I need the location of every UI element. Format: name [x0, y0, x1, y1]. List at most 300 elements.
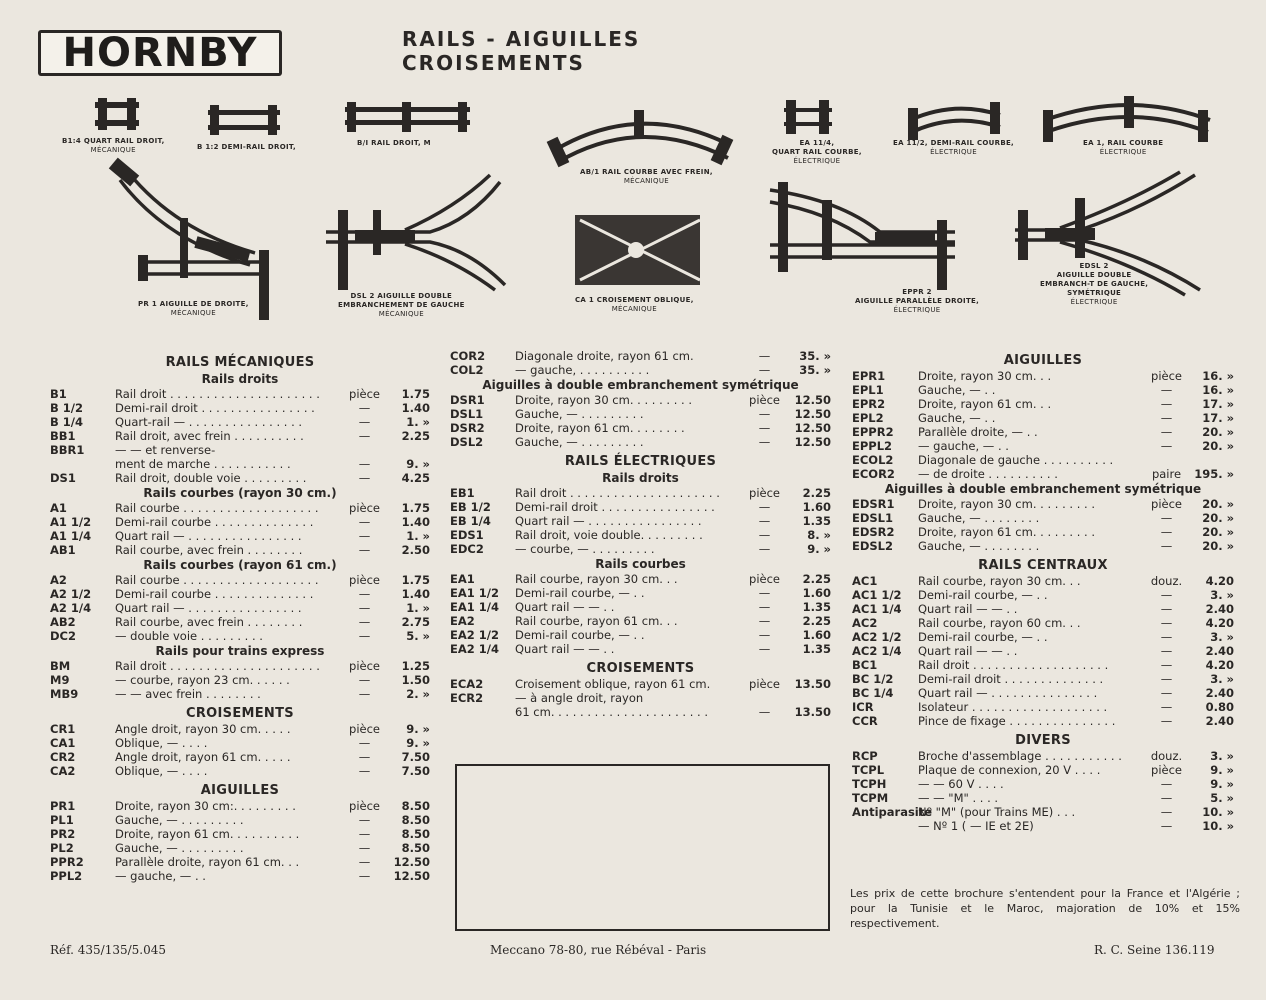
item-unit: —: [1160, 602, 1173, 616]
item-unit: —: [358, 750, 371, 764]
item-unit: —: [1160, 539, 1173, 553]
price-row: [852, 497, 1234, 511]
price-row: [450, 542, 831, 556]
item-price: 1.35: [802, 642, 831, 656]
item-description: Rail courbe, rayon 30 cm. . .: [918, 574, 1081, 588]
item-description: Rail courbe . . . . . . . . . . . . . . . . . . .: [115, 501, 319, 515]
item-unit: —: [358, 515, 371, 529]
price-column-1: [50, 350, 430, 883]
subsection-heading: Aiguilles à double embranchement symétrique: [884, 482, 1202, 496]
item-description: Rail droit . . . . . . . . . . . . . . . . . . . . .: [515, 486, 720, 500]
price-row: [852, 588, 1234, 602]
item-price: 1.60: [802, 500, 831, 514]
track-dsl2-sleepers: [338, 210, 415, 290]
item-code: BB1: [50, 429, 76, 443]
item-code: EPPR2: [852, 425, 894, 439]
item-description: Quart rail — — . .: [918, 644, 1018, 658]
item-code: ECA2: [450, 677, 484, 691]
item-description: ment de marche . . . . . . . . . . .: [115, 457, 291, 471]
track-b14-illustration: [95, 98, 139, 130]
item-code: EA1: [450, 572, 475, 586]
item-price: 16. »: [1202, 369, 1234, 383]
caption-dsl2: DSL 2 AIGUILLE DOUBLE EMBRANCHEMENT DE GAUCHE MÉCANIQUE: [338, 292, 465, 318]
item-code: EPR2: [852, 397, 886, 411]
item-price: 2.50: [401, 543, 430, 557]
item-code: BC 1/4: [852, 686, 894, 700]
item-price: 20. »: [1202, 425, 1234, 439]
item-description: Quart-rail — . . . . . . . . . . . . . . . .: [115, 415, 303, 429]
item-description: Rail droit . . . . . . . . . . . . . . . . . . . . .: [115, 387, 320, 401]
item-description: Gauche, — . .: [918, 411, 996, 425]
item-price: 1.40: [401, 587, 430, 601]
item-unit: —: [1160, 439, 1173, 453]
item-description: Angle droit, rayon 30 cm. . . . .: [115, 722, 291, 736]
price-row: [852, 411, 1234, 425]
item-unit: —: [758, 600, 771, 614]
item-code: ECOR2: [852, 467, 895, 481]
item-code: DC2: [50, 629, 76, 643]
item-description: Droite, rayon 30 cm. . . . . . . . .: [918, 497, 1095, 511]
section-heading: CROISEMENTS: [586, 661, 695, 676]
price-row: [50, 736, 430, 750]
item-unit: —: [758, 514, 771, 528]
footer-address: Meccano 78-80, rue Rébéval - Paris: [490, 943, 707, 957]
caption-b14: B1:4 QUART RAIL DROIT, MÉCANIQUE: [62, 137, 165, 154]
price-column-2: [450, 349, 831, 719]
item-price: 2.25: [802, 486, 831, 500]
price-row: [50, 827, 430, 841]
item-description: Nº "M" (pour Trains ME) . . .: [918, 805, 1076, 819]
item-price: 16. »: [1202, 383, 1234, 397]
price-row: [852, 539, 1234, 553]
track-dsl2-illustration: [326, 175, 505, 290]
price-row: [50, 401, 430, 415]
item-unit: —: [1160, 616, 1173, 630]
item-code: AB1: [50, 543, 76, 557]
item-code: EDSR1: [852, 497, 895, 511]
item-code: EB 1/2: [450, 500, 491, 514]
section-heading: RAILS CENTRAUX: [978, 558, 1108, 573]
item-unit: —: [758, 614, 771, 628]
item-description: Rail courbe, avec frein . . . . . . . .: [115, 615, 303, 629]
item-description: Gauche, — . . . . . . . . .: [515, 407, 644, 421]
price-row: [852, 791, 1234, 805]
item-code: RCP: [852, 749, 878, 763]
item-price: 1.75: [401, 573, 430, 587]
caption-pr1: PR 1 AIGUILLE DE DROITE, MÉCANIQUE: [138, 300, 249, 317]
track-b12-illustration: [208, 105, 280, 135]
item-unit: —: [358, 813, 371, 827]
item-code: CA1: [50, 736, 76, 750]
price-row: [450, 586, 831, 600]
item-description: Demi-rail courbe, — . .: [515, 628, 645, 642]
item-unit: —: [1160, 700, 1173, 714]
price-row: [50, 501, 430, 515]
item-description: — — et renverse-: [115, 443, 216, 457]
item-code: AC1 1/4: [852, 602, 902, 616]
item-price: 4.20: [1205, 658, 1234, 672]
item-price: 9. »: [406, 722, 430, 736]
item-code: AC1: [852, 574, 878, 588]
price-row: [852, 700, 1234, 714]
caption-ca1: CA 1 CROISEMENT OBLIQUE, MÉCANIQUE: [575, 296, 694, 313]
caption-ab1: AB/1 RAIL COURBE AVEC FREIN, MÉCANIQUE: [580, 168, 713, 185]
item-unit: pièce: [1151, 497, 1182, 511]
item-code: EB 1/4: [450, 514, 491, 528]
item-price: 20. »: [1202, 511, 1234, 525]
item-price: 13.50: [794, 677, 831, 691]
price-row: [450, 614, 831, 628]
item-code: TCPH: [852, 777, 887, 791]
item-code: ECR2: [450, 691, 484, 705]
price-row: [450, 528, 831, 542]
item-code: CCR: [852, 714, 878, 728]
item-unit: —: [1160, 777, 1173, 791]
track-eppr2-illustration: [770, 190, 955, 257]
item-unit: —: [1160, 511, 1173, 525]
item-description: Pince de fixage . . . . . . . . . . . . . . .: [918, 714, 1116, 728]
item-description: Gauche, — . . . . . . . . .: [515, 435, 644, 449]
price-row: [852, 439, 1234, 453]
item-description: Gauche, — . . . . . . . . .: [115, 813, 244, 827]
item-code: TCPL: [852, 763, 885, 777]
item-unit: pièce: [1151, 369, 1182, 383]
price-row: [852, 397, 1234, 411]
item-code: EB1: [450, 486, 475, 500]
item-unit: —: [358, 764, 371, 778]
item-price: 2.40: [1205, 602, 1234, 616]
price-row: [50, 471, 430, 485]
item-price: 2.25: [802, 572, 831, 586]
item-price: 2.40: [1205, 714, 1234, 728]
item-description: Quart rail — — . .: [515, 600, 615, 614]
item-price: 2.25: [802, 614, 831, 628]
item-unit: —: [1160, 397, 1173, 411]
item-price: 8.50: [401, 799, 430, 813]
item-unit: —: [358, 687, 371, 701]
item-price: 12.50: [794, 393, 831, 407]
item-code: PR2: [50, 827, 76, 841]
item-description: Oblique, — . . . .: [115, 736, 208, 750]
item-unit: —: [358, 401, 371, 415]
item-unit: —: [758, 528, 771, 542]
item-description: Parallèle droite, — . .: [918, 425, 1038, 439]
item-price: 4.25: [401, 471, 430, 485]
item-unit: —: [758, 500, 771, 514]
item-code: EDSL1: [852, 511, 894, 525]
item-description: Diagonale droite, rayon 61 cm.: [515, 349, 694, 363]
item-price: 2.75: [401, 615, 430, 629]
item-code: EA2: [450, 614, 475, 628]
item-description: Angle droit, rayon 61 cm. . . . .: [115, 750, 291, 764]
item-unit: —: [758, 586, 771, 600]
item-unit: —: [758, 542, 771, 556]
item-price: 2. »: [406, 687, 430, 701]
item-description: Quart rail — . . . . . . . . . . . . . . . .: [115, 601, 302, 615]
item-price: 195. »: [1194, 467, 1234, 481]
price-row: [852, 763, 1234, 777]
item-unit: pièce: [1151, 763, 1182, 777]
item-unit: —: [1160, 686, 1173, 700]
item-description: Gauche, — . . . . . . . .: [918, 539, 1040, 553]
caption-ea1: EA 1, RAIL COURBE ÉLECTRIQUE: [1083, 139, 1164, 156]
item-unit: —: [1160, 819, 1173, 833]
price-row: [450, 421, 831, 435]
item-description: Plaque de connexion, 20 V . . . .: [918, 763, 1101, 777]
item-description: Rail droit, voie double. . . . . . . . .: [515, 528, 703, 542]
item-code: PPR2: [50, 855, 84, 869]
item-code: A1 1/4: [50, 529, 92, 543]
hornby-logo: [38, 30, 282, 76]
item-unit: —: [358, 736, 371, 750]
item-description: Rail droit, double voie . . . . . . . . .: [115, 471, 307, 485]
item-description: — gauche, . . . . . . . . . .: [515, 363, 650, 377]
caption-ea12: EA 11/2, DEMI-RAIL COURBE, ÉLECTRIQUE: [893, 139, 1015, 156]
item-description: — gauche, — . .: [918, 439, 1009, 453]
price-row: [50, 764, 430, 778]
item-code: BC1: [852, 658, 878, 672]
caption-ea14: EA 11/4, QUART RAIL COURBE, ÉLECTRIQUE: [772, 139, 862, 165]
item-price: 7.50: [401, 764, 430, 778]
caption-eppr2: EPPR 2 AIGUILLE PARALLÈLE DROITE, ÉLECTRIQUE: [855, 288, 980, 314]
item-code: AC2: [852, 616, 878, 630]
price-row: [450, 435, 831, 449]
item-price: 12.50: [393, 855, 430, 869]
item-description: Diagonale de gauche . . . . . . . . . .: [918, 453, 1114, 467]
price-row: [852, 644, 1234, 658]
item-unit: —: [1160, 525, 1173, 539]
item-unit: —: [1160, 411, 1173, 425]
track-ea1-sleepers: [1043, 96, 1208, 142]
item-price: 8. »: [807, 528, 831, 542]
title-line-2: CROISEMENTS: [402, 51, 585, 75]
item-unit: —: [358, 673, 371, 687]
caption-edsl2: EDSL 2 AIGUILLE DOUBLE EMBRANCH-T DE GAUCHE, SYMÉTRIQUE ÉLECTRIQUE: [1040, 262, 1149, 306]
subsection-heading: Rails droits: [201, 372, 279, 386]
item-description: — courbe, rayon 23 cm. . . . . .: [115, 673, 290, 687]
item-code: AB2: [50, 615, 76, 629]
item-price: 1. »: [406, 529, 430, 543]
item-price: 1.50: [401, 673, 430, 687]
item-description: Demi-rail droit . . . . . . . . . . . . . . . .: [515, 500, 715, 514]
item-code: A2: [50, 573, 67, 587]
caption-b12: B 1:2 DEMI-RAIL DROIT,: [197, 143, 296, 151]
item-code: M9: [50, 673, 70, 687]
item-price: 9. »: [406, 457, 430, 471]
price-row: [450, 393, 831, 407]
item-price: 9. »: [807, 542, 831, 556]
item-description: Demi-rail courbe, — . .: [918, 588, 1048, 602]
price-row: [852, 672, 1234, 686]
item-unit: —: [358, 869, 371, 883]
item-unit: douz.: [1150, 749, 1183, 763]
item-code: EA2 1/2: [450, 628, 499, 642]
item-code: EPL1: [852, 383, 884, 397]
item-description: Demi-rail courbe, — . .: [918, 630, 1048, 644]
item-unit: —: [1160, 714, 1173, 728]
item-description: Gauche, — . . . . . . . .: [918, 511, 1040, 525]
item-code: COR2: [450, 349, 486, 363]
item-code: EPR1: [852, 369, 886, 383]
footer-rc: R. C. Seine 136.119: [1094, 943, 1215, 957]
item-price: 10. »: [1202, 819, 1234, 833]
price-row: [852, 525, 1234, 539]
price-row: [852, 369, 1234, 383]
item-description: Oblique, — . . . .: [115, 764, 208, 778]
track-ea12-illustration: [910, 109, 1000, 132]
item-unit: pièce: [349, 387, 380, 401]
item-price: 35. »: [799, 363, 831, 377]
price-row: [450, 691, 831, 705]
item-code: AC2 1/4: [852, 644, 902, 658]
item-price: 1.40: [401, 515, 430, 529]
item-code: Antiparasite: [852, 805, 933, 819]
price-row: [852, 630, 1234, 644]
caption-b1: B/I RAIL DROIT, M: [357, 139, 431, 147]
item-price: 3. »: [1210, 749, 1234, 763]
item-price: 9. »: [406, 736, 430, 750]
section-heading: DIVERS: [1015, 733, 1071, 748]
item-description: Rail courbe . . . . . . . . . . . . . . . . . . .: [115, 573, 319, 587]
item-price: 20. »: [1202, 497, 1234, 511]
item-price: 12.50: [794, 421, 831, 435]
section-heading: CROISEMENTS: [186, 706, 294, 721]
item-code: MB9: [50, 687, 79, 701]
price-row: [450, 677, 831, 691]
price-row: [852, 777, 1234, 791]
item-description: Quart rail — . . . . . . . . . . . . . . .: [918, 686, 1098, 700]
price-row: [450, 407, 831, 421]
item-description: Droite, rayon 61 cm. . . . . . . . .: [918, 525, 1095, 539]
item-price: 1.60: [802, 586, 831, 600]
item-unit: —: [758, 628, 771, 642]
item-price: 20. »: [1202, 525, 1234, 539]
item-unit: douz.: [1150, 574, 1183, 588]
price-row: [450, 572, 831, 586]
item-unit: —: [1160, 588, 1173, 602]
item-description: — gauche, — . .: [115, 869, 206, 883]
item-description: Rail droit . . . . . . . . . . . . . . . . . . .: [918, 658, 1109, 672]
item-description: Rail droit . . . . . . . . . . . . . . . . . . . . .: [115, 659, 320, 673]
price-row: [50, 573, 430, 587]
item-unit: —: [358, 601, 371, 615]
item-unit: —: [1160, 672, 1173, 686]
item-price: 0.80: [1205, 700, 1234, 714]
price-row: [50, 529, 430, 543]
price-row: [450, 642, 831, 656]
item-price: 2.40: [1205, 686, 1234, 700]
subsection-heading: Rails pour trains express: [155, 644, 325, 658]
item-code: B 1/2: [50, 401, 83, 415]
item-unit: —: [358, 457, 371, 471]
price-row: [852, 602, 1234, 616]
item-code: DSL1: [450, 407, 484, 421]
item-price: 12.50: [794, 435, 831, 449]
item-unit: pièce: [349, 659, 380, 673]
item-description: Gauche, — . . . . . . . . .: [115, 841, 244, 855]
item-unit: —: [1160, 805, 1173, 819]
price-row: [450, 349, 831, 363]
item-description: Demi-rail courbe, — . .: [515, 586, 645, 600]
item-price: 13.50: [794, 705, 831, 719]
item-unit: —: [358, 855, 371, 869]
subsection-heading: Rails courbes: [595, 557, 686, 571]
price-row: [50, 615, 430, 629]
price-row: [450, 363, 831, 377]
price-row: [50, 813, 430, 827]
item-price: 1.75: [401, 501, 430, 515]
item-unit: —: [1160, 383, 1173, 397]
item-code: EDC2: [450, 542, 484, 556]
item-description: Droite, rayon 61 cm. . . . . . . . . .: [115, 827, 300, 841]
item-code: B 1/4: [50, 415, 83, 429]
item-price: 1.75: [401, 387, 430, 401]
price-row: [50, 601, 430, 615]
price-row: [450, 486, 831, 500]
item-code: B1: [50, 387, 67, 401]
item-description: Rail courbe, rayon 30 cm. . .: [515, 572, 678, 586]
item-code: ECOL2: [852, 453, 894, 467]
item-unit: paire: [1151, 467, 1182, 481]
subsection-heading: Rails droits: [602, 471, 679, 485]
item-unit: —: [358, 827, 371, 841]
price-row: [50, 387, 430, 401]
item-code: COL2: [450, 363, 484, 377]
item-description: Rail droit, avec frein . . . . . . . . . .: [115, 429, 304, 443]
item-price: 8.50: [401, 813, 430, 827]
item-unit: —: [758, 363, 771, 377]
item-code: DSR1: [450, 393, 485, 407]
item-unit: pièce: [749, 677, 780, 691]
price-row: [852, 658, 1234, 672]
item-unit: —: [1160, 658, 1173, 672]
item-description: — de droite . . . . . . . . . .: [918, 467, 1058, 481]
price-row: [852, 616, 1234, 630]
price-row: [852, 425, 1234, 439]
item-code: A2 1/2: [50, 587, 92, 601]
price-row: [852, 574, 1234, 588]
item-description: Gauche, — . .: [918, 383, 996, 397]
item-code: DS1: [50, 471, 76, 485]
price-row: [50, 687, 430, 701]
item-unit: —: [358, 587, 371, 601]
item-description: Rail courbe, rayon 60 cm. . .: [918, 616, 1081, 630]
price-row: [50, 869, 430, 883]
subsection-heading: Rails courbes (rayon 30 cm.): [143, 486, 337, 500]
item-description: — — 60 V . . . .: [918, 777, 1004, 791]
item-price: 4.20: [1205, 616, 1234, 630]
item-code: EA2 1/4: [450, 642, 499, 656]
price-column-3: [852, 348, 1234, 833]
item-price: 20. »: [1202, 439, 1234, 453]
item-description: Demi-rail courbe . . . . . . . . . . . . . .: [115, 515, 314, 529]
item-code: BM: [50, 659, 71, 673]
price-row: [852, 511, 1234, 525]
item-unit: —: [758, 642, 771, 656]
item-unit: pièce: [749, 486, 780, 500]
item-price: 4.20: [1205, 574, 1234, 588]
item-description: Droite, rayon 61 cm. . . . . . . .: [515, 421, 685, 435]
item-unit: —: [358, 543, 371, 557]
footer-reference: Réf. 435/135/5.045: [50, 943, 167, 957]
item-unit: —: [1160, 630, 1173, 644]
item-price: 35. »: [799, 349, 831, 363]
item-unit: —: [358, 841, 371, 855]
item-code: EPPL2: [852, 439, 893, 453]
item-code: CR2: [50, 750, 76, 764]
item-price: 1. »: [406, 601, 430, 615]
item-code: PR1: [50, 799, 76, 813]
